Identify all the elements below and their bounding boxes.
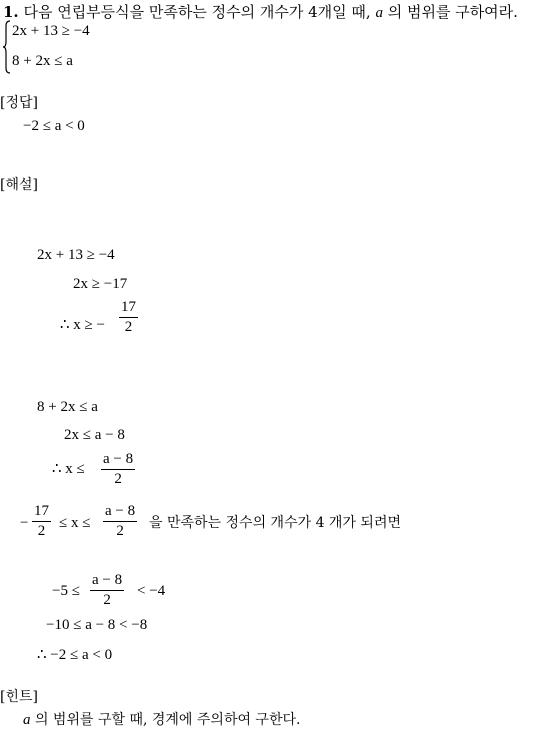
condition-fraction-1-numerator: 17 (32, 504, 51, 522)
system-inequality-2: 8 + 2x ≤ a (12, 53, 73, 69)
step3-fraction-denominator: 2 (103, 592, 111, 608)
condition-fraction-2-denominator: 2 (116, 523, 124, 539)
condition-fraction-1-denominator: 2 (37, 523, 46, 539)
condition-middle: ≤ x ≤ (59, 515, 91, 531)
step3-line2: −10 ≤ a − 8 < −8 (46, 617, 148, 633)
system-brace (3, 20, 11, 74)
step2-line3-prefix: ∴ x ≤ (52, 461, 85, 477)
step3-line1-left: −5 ≤ (52, 583, 80, 599)
condition-minus: − (20, 515, 29, 531)
condition-fraction-1 (32, 504, 51, 539)
answer-text: −2 ≤ a < 0 (23, 118, 85, 134)
condition-fraction-2 (103, 504, 137, 539)
answer-label: [정답] (0, 95, 38, 111)
step2-line2: 2x ≤ a − 8 (64, 427, 125, 443)
problem-text-b: 의 범위를 구하여라. (382, 3, 518, 21)
system-inequality-1: 2x + 13 ≥ −4 (12, 23, 90, 39)
hint-body: 의 범위를 구할 때, 경계에 주의하여 구한다. (30, 712, 301, 728)
problem-text-a: 다음 연립부등식을 만족하는 정수의 개수가 4개일 때, (23, 3, 376, 21)
problem-number: 1. (3, 3, 19, 21)
step1-fraction-numerator: 17 (119, 300, 138, 318)
step3-fraction (90, 573, 124, 608)
step1-line3-prefix: ∴ x ≥ − (60, 317, 105, 333)
step2-fraction (101, 452, 135, 487)
condition-fraction-2-numerator: a − 8 (103, 504, 137, 522)
step2-line1: 8 + 2x ≤ a (37, 399, 98, 415)
step1-fraction (119, 300, 138, 335)
step1-fraction-denominator: 2 (124, 319, 133, 335)
solution-label: [해설] (0, 177, 38, 193)
step3-line1-right: < −4 (137, 583, 166, 599)
step3-line3: ∴ −2 ≤ a < 0 (37, 647, 113, 663)
step3-fraction-numerator: a − 8 (90, 573, 124, 591)
hint-label: [힌트] (0, 689, 38, 705)
step2-fraction-numerator: a − 8 (101, 452, 135, 470)
problem-statement (3, 5, 518, 21)
step1-line2: 2x ≥ −17 (73, 276, 128, 292)
condition-text: 을 만족하는 정수의 개수가 4 개가 되려면 (149, 515, 401, 531)
hint-text (23, 713, 300, 728)
problem-var-a: a (375, 5, 383, 21)
hint-var: a (23, 712, 31, 728)
step2-fraction-denominator: 2 (114, 471, 122, 487)
step1-line1: 2x + 13 ≥ −4 (37, 247, 115, 263)
